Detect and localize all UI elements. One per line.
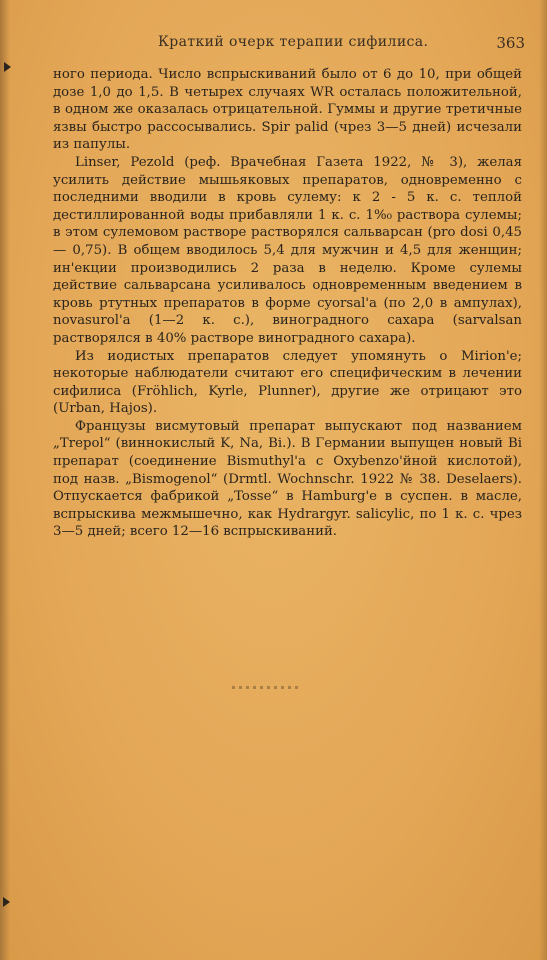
- paragraph-4: Французы висмутовый препарат выпускают под названием „Trepol“ (виннокислый K, Na, Bi.). В Германии выпущен новый Bi препарат (соединение Bismuthyl'а с Oxybenzo'йной кислотой), под назв. „Bismogenol“ (Drmtl. Wochnschr. 1922 № 38. Deselaers). Отпускается фабрикой „Tosse“ в Hamburg'е в суспен. в масле, вспрыскива межмышечно, как Hydrargyr. salicylic, по 1 к. с. чрез 3—5 дней; всего 12—16 вспрыскиваний.: [53, 418, 522, 540]
- paragraph-3: Из иодистых препаратов следует упомянуть о Mirion'е; некоторые наблюдатели считают его специфическим в лечении сифилиса (Fröhlich, Kyrle, Plunner), другие же отрицают это (Urban, Hajos).: [53, 348, 522, 417]
- page-body: [53, 66, 522, 541]
- margin-mark-bottom: [3, 897, 10, 907]
- paper-blemish: [232, 686, 302, 689]
- page-number: 363: [496, 34, 525, 52]
- paragraph-2: Linser, Pezold (реф. Врачебная Газета 1922, № 3), желая усилить действие мышьяковых препаратов, одновременно с последними вводили в кровь сулему: к 2 - 5 к. с. теплой дестиллированной воды прибавляли 1 к. с. 1%₀ раствора сулемы; в этом сулемовом растворе растворялся сальварсан (pro dosi 0,45 — 0,75). В общем вводилось 5,4 для мужчин и 4,5 для женщин; ин'екции производились 2 раза в неделю. Кроме сулемы действие сальварсана усиливалось одновременным введением в кровь ртутных препаратов в форме cyorsal'а (по 2,0 в ампулах), novasurol'а (1—2 к. с.), виноградного сахара (sarvalsan растворялся в 40% растворе виноградного сахара).: [53, 154, 522, 346]
- page-left-edge-shadow: [0, 0, 10, 960]
- paragraph-1: ного периода. Число вспрыскиваний было от 6 до 10, при общей дозе 1,0 до 1,5. В четырех случаях WR осталась положительной, в одном же оказалась отрицательной. Гуммы и другие третичные язвы быстро рассосывались. Spir palid (чрез 3—5 дней) исчезали из папулы.: [53, 67, 522, 153]
- page-header: [50, 34, 530, 56]
- margin-mark-top: [4, 62, 11, 72]
- page-right-edge-shadow: [539, 0, 547, 960]
- running-head: Краткий очерк терапии сифилиса.: [158, 34, 429, 50]
